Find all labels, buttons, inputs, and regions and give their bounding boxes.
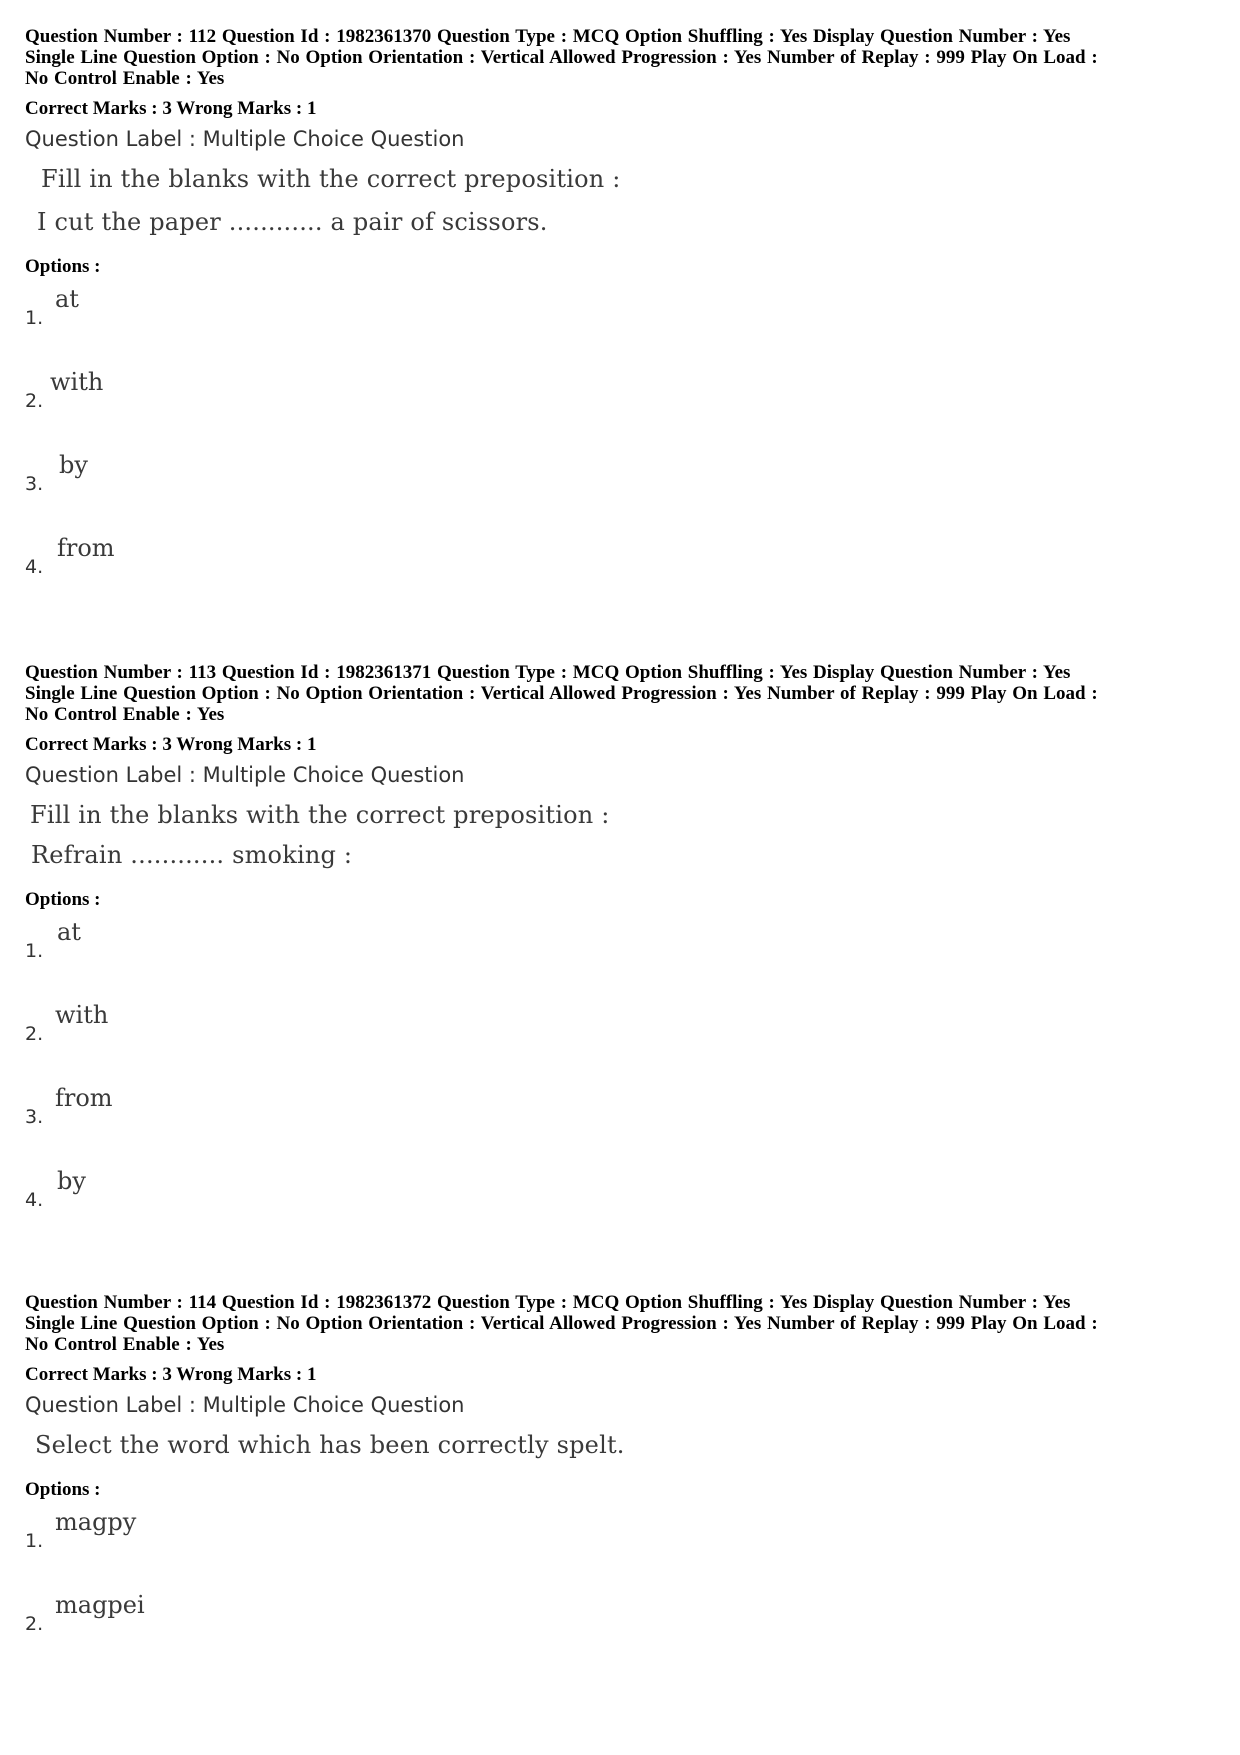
question-text: Refrain ............ smoking : — [31, 841, 353, 869]
meta-line: No Control Enable : Yes — [25, 704, 225, 725]
option-item[interactable] — [25, 368, 1220, 451]
question-text: I cut the paper ............ a pair of scissors. — [37, 208, 548, 236]
marks-line: Correct Marks : 3 Wrong Marks : 1 — [25, 98, 317, 119]
option-item[interactable] — [25, 285, 1220, 368]
meta-line: Single Line Question Option : No Option Orientation : Vertical Allowed Progression : Yes Number of Replay : 999 Play On Load : — [25, 47, 1098, 68]
question-label: Question Label : Multiple Choice Question — [25, 763, 465, 787]
option-number: 3. — [25, 1106, 44, 1128]
question-meta — [25, 26, 1220, 89]
option-number: 2. — [25, 1613, 44, 1635]
options-list — [25, 285, 1220, 617]
option-number: 1. — [25, 940, 44, 962]
question-text: Fill in the blanks with the correct preposition : — [30, 801, 610, 829]
question-block-113 — [25, 662, 1220, 1250]
option-number: 1. — [25, 307, 44, 329]
question-block-114 — [25, 1292, 1220, 1674]
question-text: Fill in the blanks with the correct preposition : — [41, 165, 621, 193]
option-number: 4. — [25, 556, 44, 578]
option-text: at — [55, 285, 79, 313]
marks-line: Correct Marks : 3 Wrong Marks : 1 — [25, 734, 317, 755]
question-meta — [25, 1292, 1220, 1355]
marks-line: Correct Marks : 3 Wrong Marks : 1 — [25, 1364, 317, 1385]
option-item[interactable] — [25, 1591, 1220, 1674]
options-title: Options : — [25, 256, 101, 277]
options-list — [25, 1508, 1220, 1674]
option-number: 3. — [25, 473, 44, 495]
option-text: by — [59, 451, 88, 479]
option-text: magpy — [55, 1508, 137, 1536]
option-text: magpei — [55, 1591, 145, 1619]
option-number: 2. — [25, 1023, 44, 1045]
meta-line: Question Number : 114 Question Id : 1982361372 Question Type : MCQ Option Shuffling : Yes Display Question Number : Yes — [25, 1292, 1071, 1313]
option-text: by — [57, 1167, 86, 1195]
question-label: Question Label : Multiple Choice Question — [25, 127, 465, 151]
option-item[interactable] — [25, 534, 1220, 617]
question-meta — [25, 662, 1220, 725]
question-label: Question Label : Multiple Choice Question — [25, 1393, 465, 1417]
meta-line: Question Number : 112 Question Id : 1982361370 Question Type : MCQ Option Shuffling : Yes Display Question Number : Yes — [25, 26, 1071, 47]
meta-line: Single Line Question Option : No Option Orientation : Vertical Allowed Progression : Yes Number of Replay : 999 Play On Load : — [25, 683, 1098, 704]
option-text: from — [57, 534, 115, 562]
option-number: 2. — [25, 390, 44, 412]
option-number: 1. — [25, 1530, 44, 1552]
option-text: with — [55, 1001, 109, 1029]
question-text: Select the word which has been correctly spelt. — [35, 1431, 625, 1459]
option-item[interactable] — [25, 1001, 1220, 1084]
option-number: 4. — [25, 1189, 44, 1211]
meta-line: No Control Enable : Yes — [25, 1334, 225, 1355]
option-item[interactable] — [25, 1084, 1220, 1167]
option-text: from — [55, 1084, 113, 1112]
options-title: Options : — [25, 889, 101, 910]
options-list — [25, 918, 1220, 1250]
option-item[interactable] — [25, 1167, 1220, 1250]
meta-line: No Control Enable : Yes — [25, 68, 225, 89]
option-item[interactable] — [25, 1508, 1220, 1591]
option-item[interactable] — [25, 451, 1220, 534]
options-title: Options : — [25, 1479, 101, 1500]
question-block-112 — [25, 26, 1220, 617]
option-item[interactable] — [25, 918, 1220, 1001]
option-text: at — [57, 918, 81, 946]
meta-line: Question Number : 113 Question Id : 1982361371 Question Type : MCQ Option Shuffling : Yes Display Question Number : Yes — [25, 662, 1071, 683]
option-text: with — [50, 368, 104, 396]
meta-line: Single Line Question Option : No Option Orientation : Vertical Allowed Progression : Yes Number of Replay : 999 Play On Load : — [25, 1313, 1098, 1334]
